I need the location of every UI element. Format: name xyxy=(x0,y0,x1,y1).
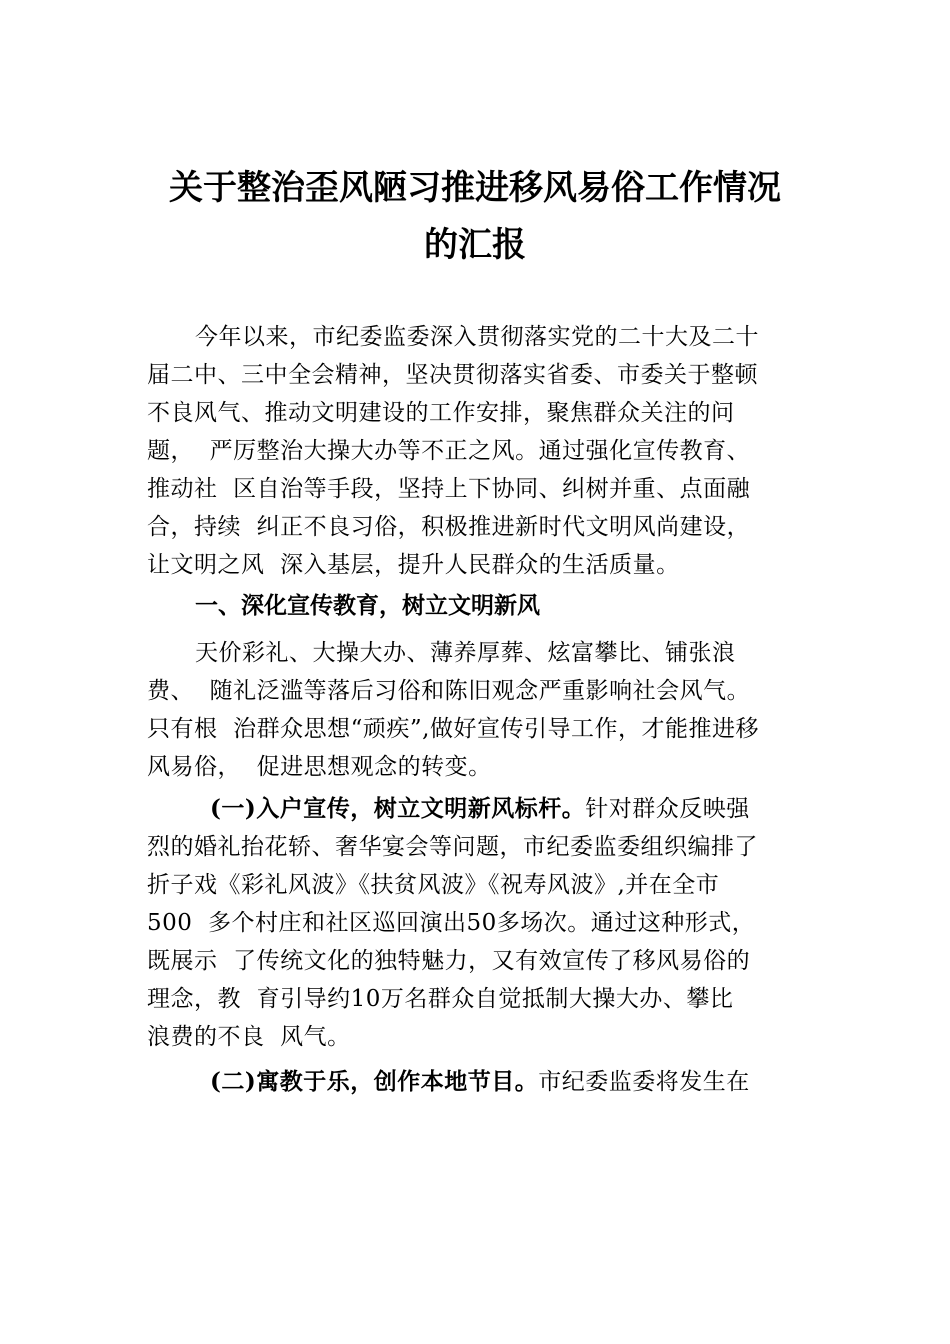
subsection-body-line: 理念，教 育引导约10万名群众自觉抵制大操大办、攀比 xyxy=(147,986,734,1012)
subsection-body-line: 浪费的不良 风气。 xyxy=(147,1024,351,1050)
section-body-line: 只有根 治群众思想“顽疾”,做好宣传引导工作，才能推进移 xyxy=(147,716,759,742)
section-body-line: 天价彩礼、大操大办、薄养厚葬、炫富攀比、铺张浪 xyxy=(195,640,736,666)
intro-line: 推动社 区自治等手段，坚持上下协同、纠树并重、点面融 xyxy=(147,476,751,502)
subsection-lead: (二)寓教于乐，创作本地节目。 xyxy=(210,1068,539,1095)
intro-line: 合，持续 纠正不良习俗，积极推进新时代文明风尚建设， xyxy=(147,514,751,540)
intro-line: 不良风气、推动文明建设的工作安排，聚焦群众关注的问 xyxy=(147,400,735,426)
document-title-line-2: 的汇报 xyxy=(424,225,526,265)
document-title-line-1: 关于整治歪风陋习推进移风易俗工作情况 xyxy=(169,168,781,208)
intro-line: 题， 严厉整治大操大办等不正之风。通过强化宣传教育、 xyxy=(147,438,751,464)
subsection-text: 针对群众反映强 xyxy=(585,796,750,822)
subsection-body-line: 折子戏《彩礼风波》《扶贫风波》《祝寿风波》,并在全市 xyxy=(147,872,720,898)
subsection-body-line: 既展示 了传统文化的独特魅力，又有效宣传了移风易俗的 xyxy=(147,948,751,974)
subsection-body-line: 烈的婚礼抬花轿、奢华宴会等问题，市纪委监委组织编排了 xyxy=(147,834,758,860)
section-body-line: 费、 随礼泛滥等落后习俗和陈旧观念严重影响社会风气。 xyxy=(147,678,751,704)
intro-line: 届二中、三中全会精神，坚决贯彻落实省委、市委关于整顿 xyxy=(147,362,758,388)
intro-line: 让文明之风 深入基层，提升人民群众的生活质量。 xyxy=(147,552,680,578)
subsection-first-line xyxy=(210,1067,750,1097)
intro-line: 今年以来，市纪委监委深入贯彻落实党的二十大及二十 xyxy=(195,324,759,350)
subsection-body-line: 500 多个村庄和社区巡回演出50多场次。通过这种形式， xyxy=(147,910,756,936)
subsection-text: 市纪委监委将发生在 xyxy=(538,1069,750,1095)
section-heading: 一、深化宣传教育，树立文明新风 xyxy=(195,593,540,619)
section-body-line: 风易俗， 促进思想观念的转变。 xyxy=(147,754,492,780)
subsection-first-line xyxy=(210,794,750,824)
subsection-lead: (一)入户宣传，树立文明新风标杆。 xyxy=(210,795,586,822)
